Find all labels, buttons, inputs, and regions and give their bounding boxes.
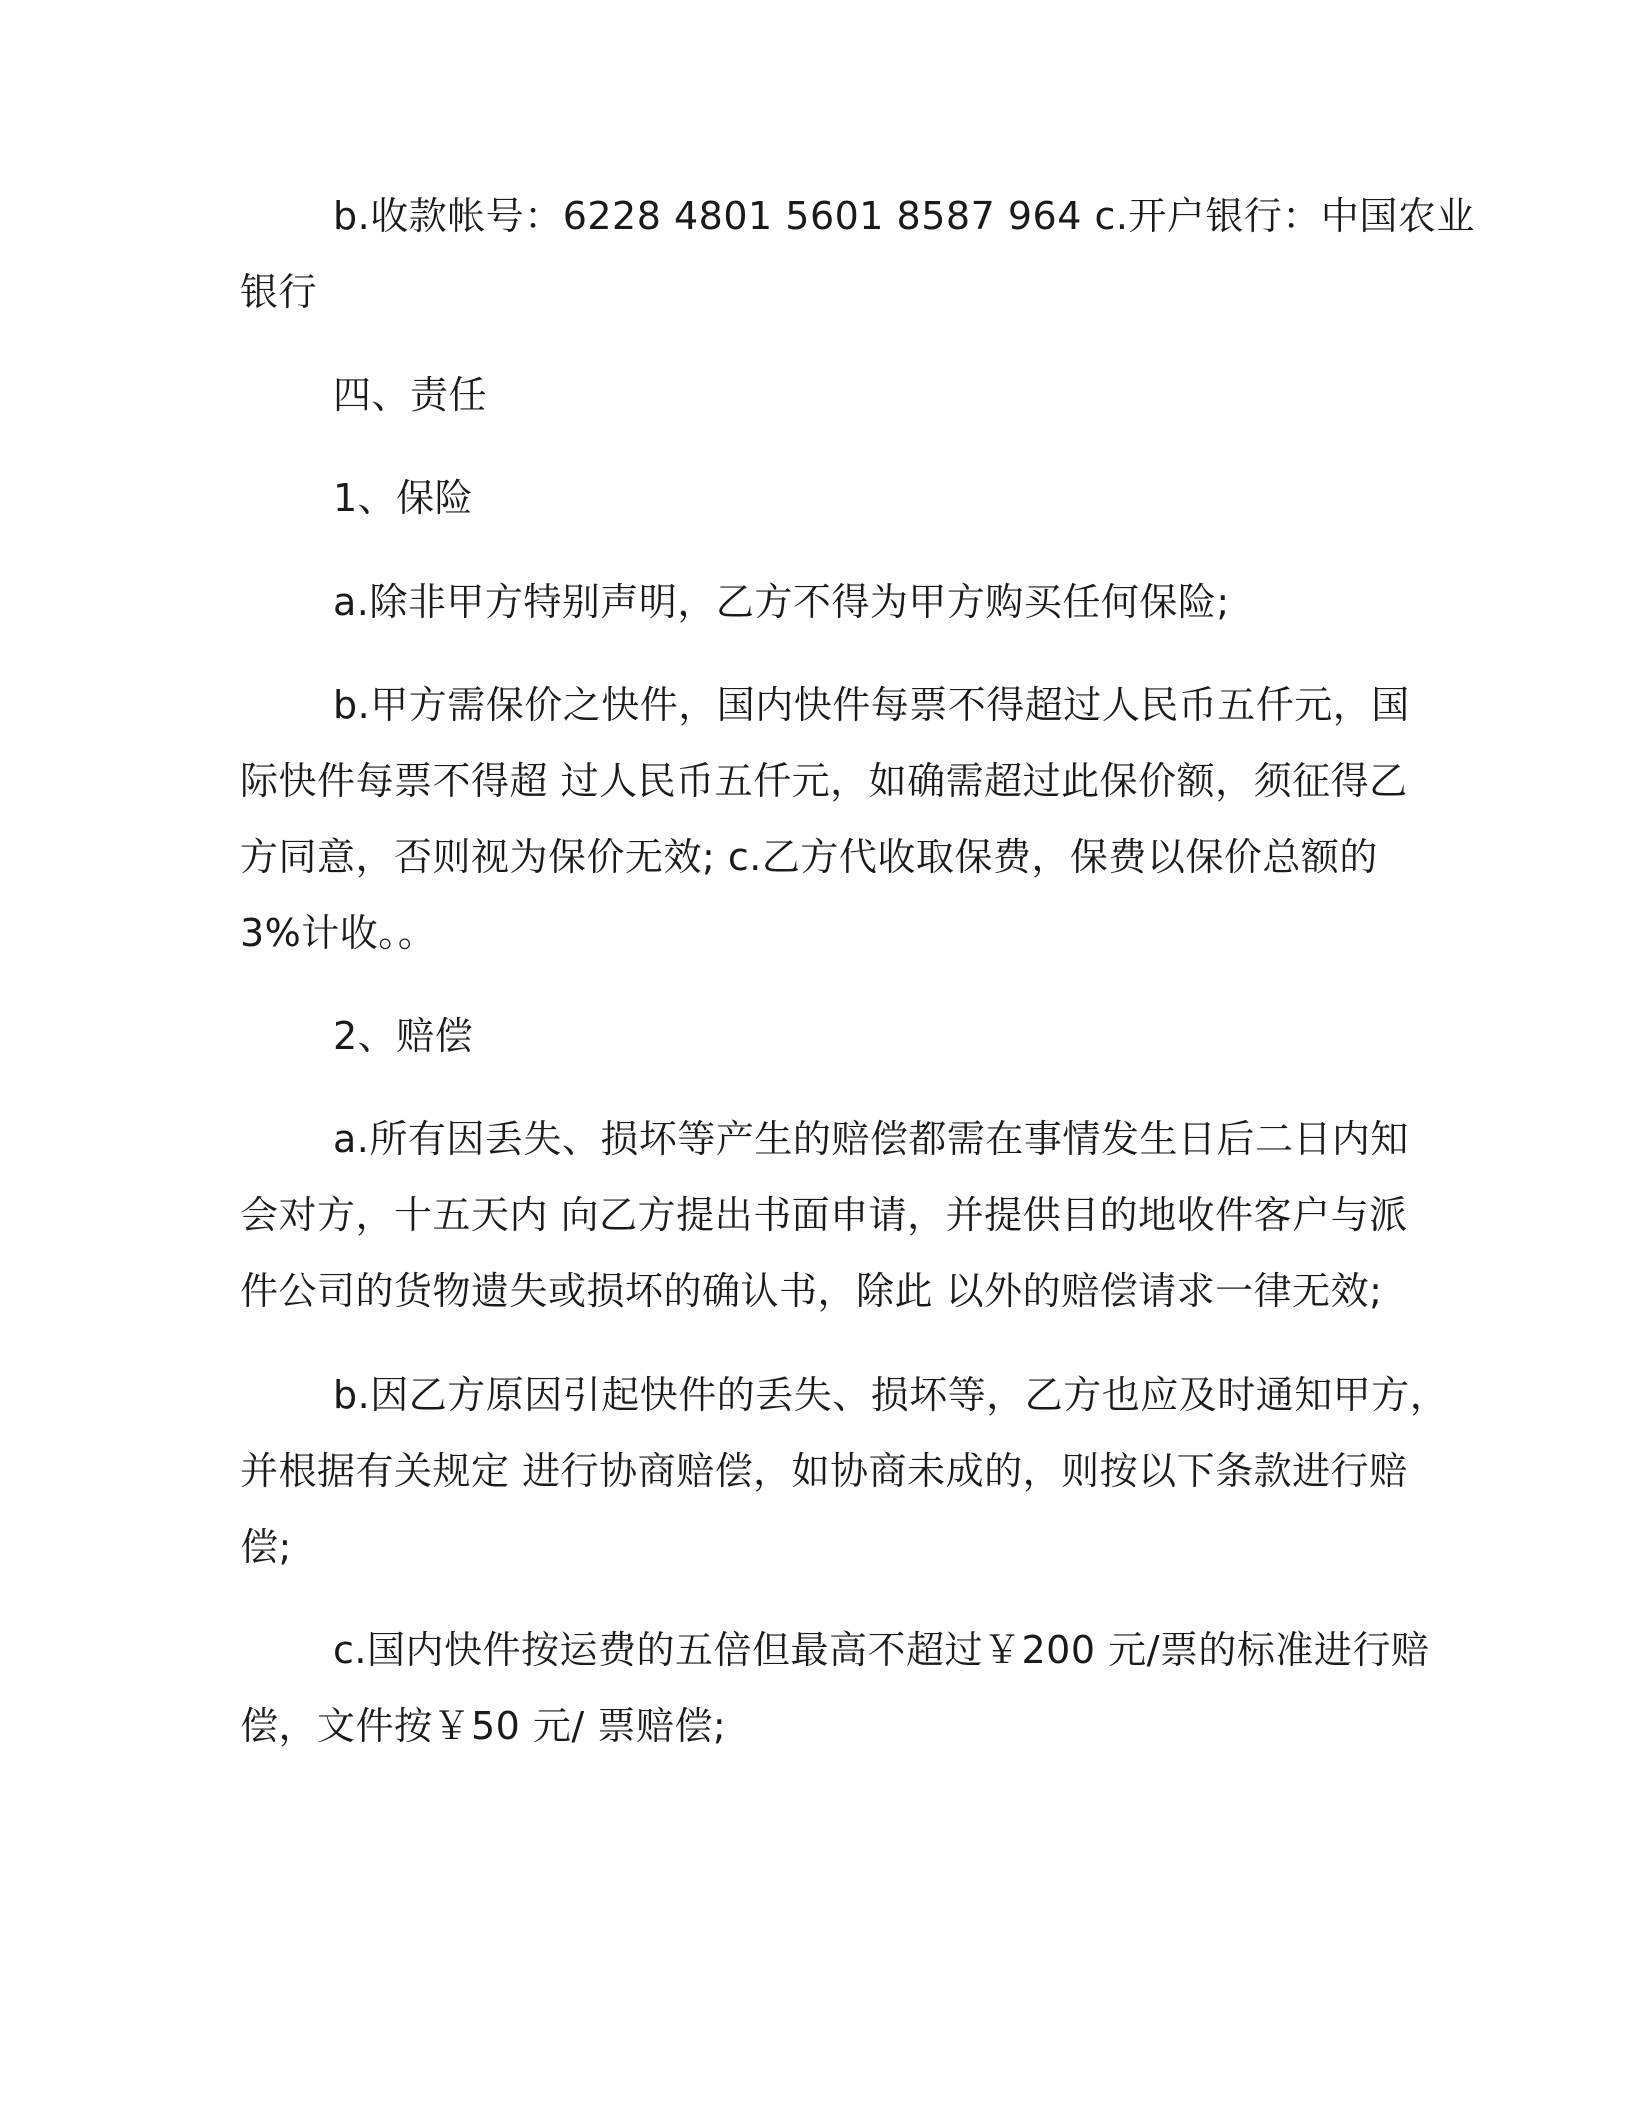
insurance-clause-a: a.除非甲方特别声明，乙方不得为甲方购买任何保险; xyxy=(333,580,1230,624)
compensation-clause-b-line-2: 并根据有关规定 进行协商赔偿，如协商未成的，则按以下条款进行赔 xyxy=(240,1449,1408,1493)
section-heading-responsibility: 四、责任 xyxy=(333,373,488,417)
insurance-clause-b-line-1: b.甲方需保价之快件，国内快件每票不得超过人民币五仟元，国 xyxy=(333,683,1410,727)
compensation-clause-b-line-1: b.因乙方原因引起快件的丢失、损坏等，乙方也应及时通知甲方， xyxy=(333,1373,1449,1417)
insurance-clause-b-line-2: 际快件每票不得超 过人民币五仟元，如确需超过此保价额，须征得乙 xyxy=(240,759,1408,803)
compensation-clause-c-line-1: c.国内快件按运费的五倍但最高不超过￥200 元/票的标准进行赔 xyxy=(333,1628,1430,1672)
subsection-heading-insurance: 1、保险 xyxy=(333,476,474,520)
subsection-heading-compensation: 2、赔偿 xyxy=(333,1014,474,1058)
insurance-clause-c-line: 3%计收。。 xyxy=(240,911,437,955)
bank-name-continuation: 银行 xyxy=(240,270,318,314)
compensation-clause-a-line-2: 会对方，十五天内 向乙方提出书面申请，并提供目的地收件客户与派 xyxy=(240,1193,1408,1237)
compensation-clause-a-line-3: 件公司的货物遗失或损坏的确认书，除此 以外的赔偿请求一律无效; xyxy=(240,1269,1383,1313)
compensation-clause-a-line-1: a.所有因丢失、损坏等产生的赔偿都需在事情发生日后二日内知 xyxy=(333,1117,1409,1161)
compensation-clause-b-line-3: 偿; xyxy=(240,1525,292,1569)
account-number-line: b.收款帐号：6228 4801 5601 8587 964 c.开户银行：中国农业 xyxy=(333,194,1475,238)
compensation-clause-c-line-2: 偿，文件按￥50 元/ 票赔偿; xyxy=(240,1704,727,1748)
insurance-clause-b-line-3: 方同意，否则视为保价无效; c.乙方代收取保费，保费以保价总额的 xyxy=(240,835,1378,879)
